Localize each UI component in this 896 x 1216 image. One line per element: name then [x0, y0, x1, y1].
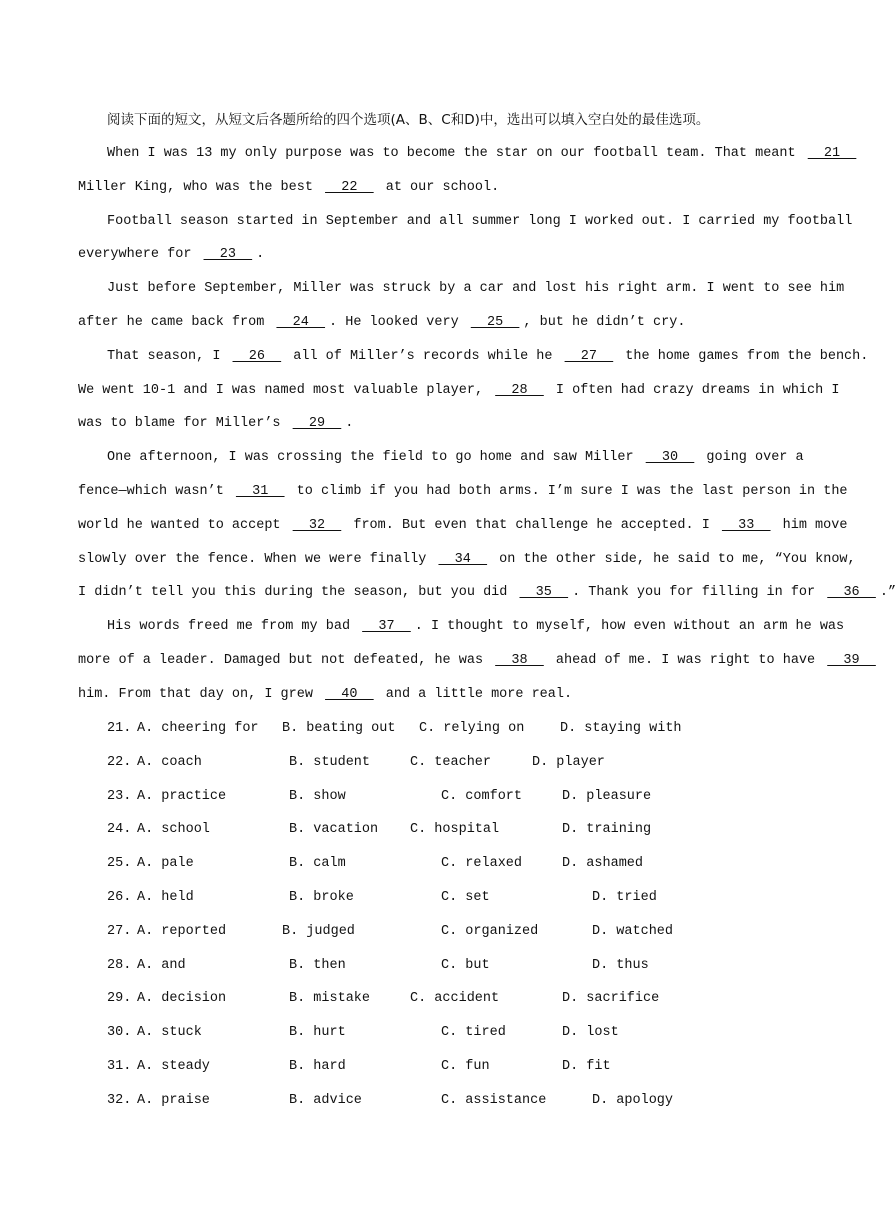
passage-line [78, 550, 856, 570]
question-22-options [107, 753, 787, 773]
passage-text: Miller King, who was the best [78, 180, 322, 195]
passage-text: fence—which wasn’t [78, 484, 232, 499]
passage-text: world he wanted to accept [78, 518, 289, 533]
question-24-options [107, 820, 787, 840]
option-a: A. held [137, 890, 194, 905]
option-b: B. then [289, 958, 346, 973]
blank-26: 26 [232, 349, 282, 364]
blank-30: 30 [645, 450, 695, 465]
option-a: A. cheering for [137, 721, 259, 736]
passage-text: and a little more real. [377, 687, 573, 702]
question-26-options [107, 888, 787, 908]
option-b: B. vacation [289, 822, 379, 837]
option-d: D. thus [592, 958, 649, 973]
option-b: B. hurt [289, 1025, 346, 1040]
passage-text: more of a leader. Damaged but not defeated, he was [78, 653, 492, 668]
passage-text: .” [879, 585, 896, 600]
passage-text: That season, I [107, 349, 229, 364]
option-d: D. watched [592, 924, 674, 939]
passage-text: One afternoon, I was crossing the field to go home and saw Miller [107, 450, 642, 465]
instruction-text: 阅读下面的短文，从短文后各题所给的四个选项(A、B、C和D)中，选出可以填入空白处的最佳选项。 [107, 112, 710, 128]
passage-text: Football season started in September and all summer long I worked out. I carried my football [107, 214, 853, 229]
option-c: C. hospital [410, 822, 500, 837]
option-c: C. set [441, 890, 490, 905]
question-30-options [107, 1023, 787, 1043]
option-b: B. calm [289, 856, 346, 871]
question-number: 21. [107, 721, 132, 736]
passage-text: His words freed me from my bad [107, 619, 359, 634]
option-b: B. hard [289, 1059, 346, 1074]
option-a: A. coach [137, 755, 202, 770]
passage-text: at our school. [377, 180, 500, 195]
question-28-options [107, 956, 787, 976]
passage-text: from. But even that challenge he accepted. I [345, 518, 718, 533]
option-d: D. staying with [560, 721, 682, 736]
passage-text: , but he didn’t cry. [523, 315, 686, 330]
option-c: C. accident [410, 991, 500, 1006]
blank-31: 31 [235, 484, 285, 499]
option-a: A. school [137, 822, 210, 837]
passage-text: . [345, 416, 354, 431]
option-d: D. training [562, 822, 652, 837]
blank-25: 25 [470, 315, 520, 330]
passage-line [78, 245, 784, 265]
option-c: C. comfort [441, 789, 523, 804]
blank-21: 21 [807, 146, 857, 161]
passage-line [107, 144, 857, 164]
question-number: 27. [107, 924, 132, 939]
option-c: C. fun [441, 1059, 490, 1074]
passage-text: When I was 13 my only purpose was to become the star on our football team. That meant [107, 146, 804, 161]
passage-text: him move [774, 518, 848, 533]
option-d: D. fit [562, 1059, 611, 1074]
question-29-options [107, 989, 787, 1009]
blank-28: 28 [495, 383, 544, 398]
blank-27: 27 [564, 349, 614, 364]
passage-line [107, 212, 853, 232]
question-number: 26. [107, 890, 132, 905]
passage-line [107, 279, 845, 299]
option-b: B. student [289, 755, 371, 770]
option-d: D. sacrifice [562, 991, 660, 1006]
passage-text: going over a [698, 450, 804, 465]
option-c: C. tired [441, 1025, 506, 1040]
option-b: B. judged [282, 924, 355, 939]
passage-line [107, 347, 869, 367]
passage-line [78, 583, 896, 603]
option-a: A. stuck [137, 1025, 202, 1040]
option-d: D. tried [592, 890, 657, 905]
question-number: 31. [107, 1059, 132, 1074]
question-25-options [107, 854, 787, 874]
blank-29: 29 [292, 416, 342, 431]
blank-32: 32 [292, 518, 342, 533]
option-d: D. apology [592, 1093, 674, 1108]
question-23-options [107, 787, 787, 807]
passage-text: . Thank you for filling in for [572, 585, 824, 600]
passage-text: . I thought to myself, how even without an arm he was [414, 619, 845, 634]
option-b: B. beating out [282, 721, 396, 736]
passage-text: on the other side, he said to me, “You know, [491, 552, 856, 567]
option-a: A. steady [137, 1059, 210, 1074]
passage-text: slowly over the fence. When we were finally [78, 552, 435, 567]
blank-24: 24 [276, 315, 326, 330]
blank-37: 37 [362, 619, 411, 634]
question-32-options [107, 1091, 787, 1111]
blank-23: 23 [203, 247, 253, 262]
question-number: 28. [107, 958, 132, 973]
passage-line [78, 414, 784, 434]
blank-33: 33 [721, 518, 771, 533]
question-number: 32. [107, 1093, 132, 1108]
passage-text: ahead of me. I was right to have [547, 653, 824, 668]
option-c: C. relaxed [441, 856, 523, 871]
question-number: 29. [107, 991, 132, 1006]
passage-text: all of Miller’s records while he [285, 349, 561, 364]
option-d: D. lost [562, 1025, 619, 1040]
option-d: D. ashamed [562, 856, 644, 871]
question-number: 22. [107, 755, 132, 770]
question-number: 25. [107, 856, 132, 871]
option-a: A. and [137, 958, 186, 973]
passage-line [78, 516, 848, 536]
passage-line [78, 313, 784, 333]
passage-line [78, 178, 784, 198]
question-21-options [107, 719, 787, 739]
passage-line [78, 651, 876, 671]
passage-line [78, 685, 784, 705]
question-27-options [107, 922, 787, 942]
question-number: 23. [107, 789, 132, 804]
passage-text: We went 10-1 and I was named most valuable player, [78, 383, 492, 398]
option-c: C. assistance [441, 1093, 547, 1108]
passage-text: . [256, 247, 265, 262]
option-d: D. pleasure [562, 789, 652, 804]
blank-39: 39 [827, 653, 876, 668]
blank-22: 22 [325, 180, 374, 195]
option-c: C. but [441, 958, 490, 973]
option-a: A. reported [137, 924, 227, 939]
option-c: C. relying on [419, 721, 525, 736]
passage-line [107, 448, 804, 468]
passage-line [78, 381, 840, 401]
blank-36: 36 [827, 585, 876, 600]
passage-text: I didn’t tell you this during the season, but you did [78, 585, 516, 600]
passage-text: Just before September, Miller was struck by a car and lost his right arm. I went to see him [107, 281, 845, 296]
option-a: A. decision [137, 991, 227, 1006]
option-d: D. player [532, 755, 605, 770]
option-b: B. broke [289, 890, 354, 905]
blank-35: 35 [519, 585, 569, 600]
passage-line [107, 617, 845, 637]
option-b: B. mistake [289, 991, 371, 1006]
passage-text: everywhere for [78, 247, 200, 262]
blank-38: 38 [495, 653, 544, 668]
option-a: A. praise [137, 1093, 210, 1108]
option-a: A. pale [137, 856, 194, 871]
passage-text: after he came back from [78, 315, 273, 330]
option-b: B. advice [289, 1093, 362, 1108]
passage-line [78, 482, 848, 502]
option-c: C. organized [441, 924, 539, 939]
passage-text: . He looked very [329, 315, 467, 330]
option-b: B. show [289, 789, 346, 804]
passage-text: was to blame for Miller’s [78, 416, 289, 431]
option-a: A. practice [137, 789, 227, 804]
passage-text: him. From that day on, I grew [78, 687, 322, 702]
blank-34: 34 [438, 552, 488, 567]
passage-text: I often had crazy dreams in which I [547, 383, 840, 398]
question-number: 24. [107, 822, 132, 837]
question-number: 30. [107, 1025, 132, 1040]
question-31-options [107, 1057, 787, 1077]
blank-40: 40 [325, 687, 374, 702]
passage-text: to climb if you had both arms. I’m sure I was the last person in the [288, 484, 848, 499]
option-c: C. teacher [410, 755, 492, 770]
passage-text: the home games from the bench. [617, 349, 869, 364]
